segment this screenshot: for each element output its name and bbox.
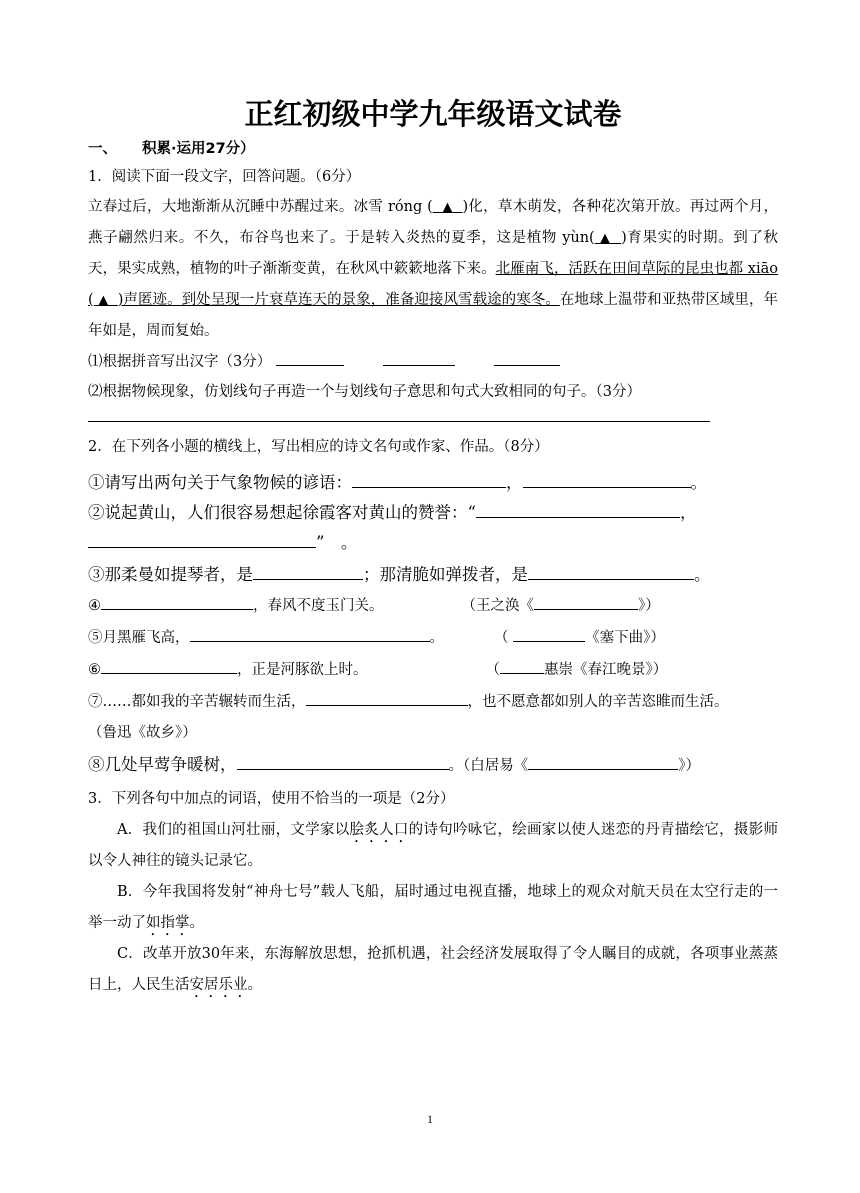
underlined-sentence: 北雁南飞，活跃在田间草际的昆虫也都 xiāo ( ▲ )声匿迹。到处呈现一片衰草连天的景象，准备迎接风雪载途的寒冬。 <box>88 261 778 308</box>
question-2-item-2-cont: ” 。 <box>88 528 778 558</box>
question-1-heading: 1．阅读下面一段文字，回答问题。（6分） <box>88 169 361 185</box>
answer-blank[interactable] <box>500 655 544 674</box>
question-2-item-5: ⑤月黑雁飞高， 。 （ 《塞下曲》） <box>88 622 778 654</box>
answer-blank[interactable] <box>528 561 694 580</box>
question-2-item-6: ⑥ ，正是河豚欲上时。 （ 惠崇《春江晚景》） <box>88 654 778 686</box>
question-2-heading: 2．在下列各小题的横线上，写出相应的诗文名句或作家、作品。（8分） <box>88 439 549 455</box>
question-2-item-8: ⑧几处早莺争暖树， 。（白居易《 》） <box>88 748 778 783</box>
answer-blank[interactable] <box>528 751 678 770</box>
answer-blank[interactable] <box>190 623 430 642</box>
question-3-heading: 3．下列各句中加点的词语，使用不恰当的一项是（2分） <box>88 791 455 807</box>
section-label: 积累·运用27分） <box>142 141 255 157</box>
question-1-sub-1: ⑴根据拼音写出汉字（3分） <box>88 347 778 377</box>
dotted-term: 脍炙人口 <box>349 822 409 838</box>
triangle-icon: ▲ <box>599 231 611 246</box>
answer-blank[interactable] <box>534 591 638 610</box>
answer-blank[interactable] <box>476 499 680 518</box>
question-3-option-a[interactable]: A．我们的祖国山河壮丽，文学家以脍炙人口的诗句吟咏它，绘画家以使人迷恋的丹青描绘它，摄影师以令人神往的镜头记录它。 <box>88 822 778 869</box>
blank-marker <box>595 230 621 246</box>
answer-blank[interactable] <box>513 623 585 642</box>
answer-blank[interactable] <box>237 751 449 770</box>
page-title: 正红初级中学九年级语文试卷 <box>244 97 622 131</box>
question-1-passage: 立春过后，大地渐渐从沉睡中苏醒过来。冰雪 róng ( ▲ )化，草木萌发，各种花次第开放。再过两个月，燕子翩然归来。不久，布谷鸟也来了。于是转入炎热的夏季，这是植物 yùn( ▲ )育果实的时期。到了秋天，果实成熟，植物的叶子渐渐变黄，在秋风中簌簌地落下来。北雁南飞，活跃在田间草际的昆虫也都 xiāo ( ▲ )声匿迹。到处呈现一片衰草连天的景象，准备迎接风雪载途的寒冬。在地球上温带和亚热带区域里，年年如是，周而复始。 <box>88 199 779 339</box>
question-3-option-b[interactable]: B．今年我国将发射“神舟七号”载人飞船，届时通过电视直播，地球上的观众对航天员在太空行走的一举一动了如指掌。 <box>88 884 778 931</box>
question-2-item-7: ⑦……都如我的辛苦辗转而生活， ，也不愿意都如别人的辛苦恣睢而生活。 <box>88 686 778 718</box>
dotted-term: 如指掌 <box>146 915 190 931</box>
answer-blank[interactable] <box>523 469 691 488</box>
answer-blank[interactable] <box>88 529 316 548</box>
question-1-sub-2: ⑵根据物候现象，仿划线句子再造一个与划线句子意思和句式大致相同的句子。（3分） <box>88 384 641 400</box>
answer-blank[interactable] <box>494 347 560 366</box>
section-one-heading <box>88 136 778 162</box>
answer-blank[interactable] <box>383 347 455 366</box>
question-2-item-3: ③那柔曼如提琴者，是 ；那清脆如弹拨者，是 。 <box>88 560 778 590</box>
answer-blank[interactable] <box>276 347 344 366</box>
page-number: 1 <box>427 1112 433 1126</box>
answer-blank[interactable] <box>352 469 506 488</box>
section-number: 一、 <box>88 141 117 157</box>
answer-blank[interactable] <box>101 591 253 610</box>
question-3-option-c[interactable]: C．改革开放30年来，东海解放思想，抢抓机遇，社会经济发展取得了令人瞩目的成就，各项事业蒸蒸日上，人民生活安居乐业。 <box>88 946 778 993</box>
answer-blank[interactable] <box>306 687 468 706</box>
question-2-item-7-source: （鲁迅《故乡》） <box>88 725 197 741</box>
blank-marker <box>433 199 463 215</box>
dotted-term: 安居乐业 <box>189 977 248 993</box>
question-2-item-4: ④ ，春风不度玉门关。 （王之涣《 》） <box>88 590 778 622</box>
exam-page <box>88 0 778 1001</box>
question-2-item-2: ②说起黄山，人们很容易想起徐霞客对黄山的赞誉：“ ， <box>88 498 778 528</box>
answer-blank[interactable] <box>253 561 363 580</box>
answer-blank[interactable] <box>101 655 237 674</box>
triangle-icon: ▲ <box>98 293 109 308</box>
question-2-item-1: ①请写出两句关于气象物候的谚语： ， 。 <box>88 468 778 498</box>
triangle-icon: ▲ <box>442 200 453 215</box>
